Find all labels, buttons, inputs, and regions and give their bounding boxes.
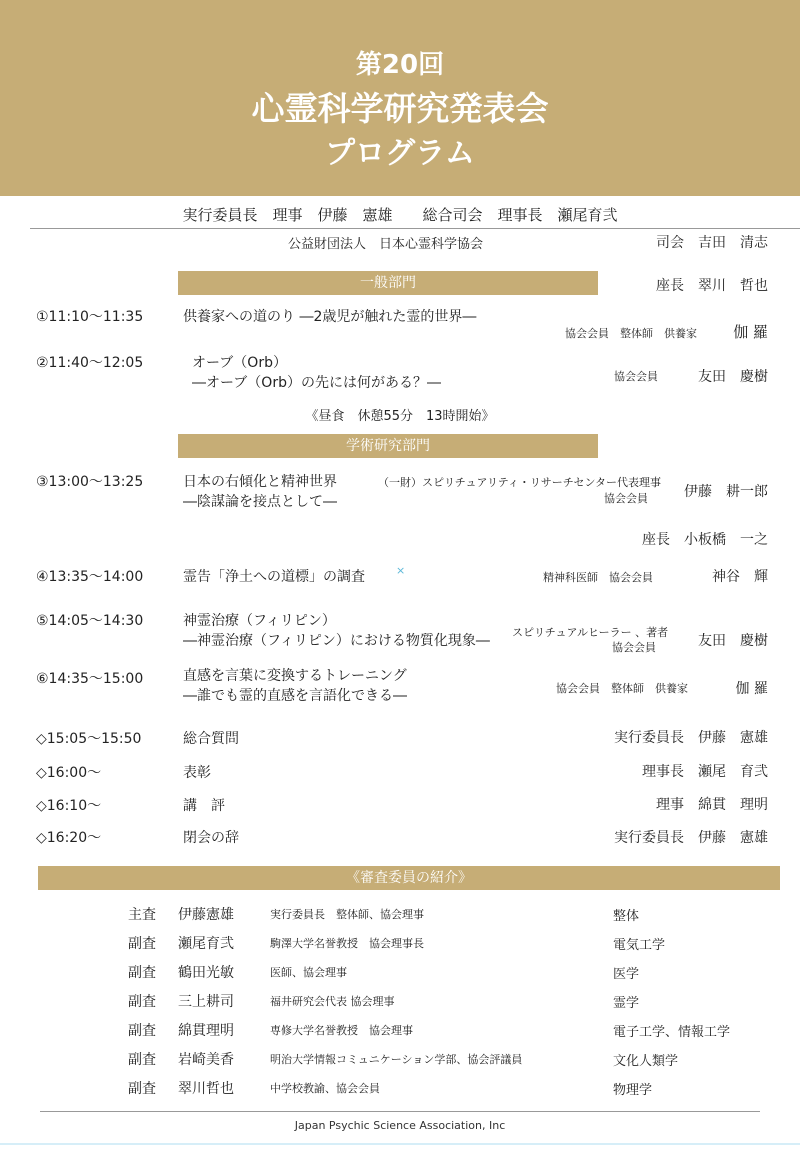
talk-title: 日本の右傾化と精神世界 — [183, 474, 337, 490]
talk-time: ④13:35〜14:00 — [36, 569, 144, 585]
talk-title: オーブ（Orb） — [192, 355, 287, 371]
closing-time: ◇15:05〜15:50 — [36, 731, 142, 747]
talk-title: 供養家への道のり ―2歳児が触れた霊的世界― — [183, 309, 477, 325]
talk-role: （一財）スピリチュアリティ・リサーチセンター代表理事 — [378, 476, 662, 489]
judge-name: 翠川哲也 — [178, 1081, 234, 1097]
judge-affiliation: 実行委員長 整体師、協会理事 — [270, 908, 424, 921]
lunch-break: 《昼食 休憩55分 13時開始》 — [305, 409, 495, 424]
edition-label: 第20回 — [355, 50, 445, 80]
judges-band: 《審査委員の紹介》 — [38, 866, 780, 890]
organizer: 公益財団法人 日本心霊科学協会 — [288, 237, 484, 252]
talk-role: スピリチュアルヒーラー 、著者 — [512, 626, 669, 639]
closing-time: ◇16:00〜 — [36, 765, 102, 781]
judge-name: 伊藤憲雄 — [178, 907, 234, 923]
closing-speaker: 実行委員長 伊藤 憲雄 — [614, 730, 768, 746]
judge-affiliation: 明治大学情報コミュニケーション学部、協会評議員 — [270, 1053, 523, 1066]
closing-speaker: 理事長 瀬尾 育弐 — [642, 764, 768, 780]
judge-field: 医学 — [613, 967, 640, 982]
mc-name: 司会 吉田 清志 — [656, 235, 768, 251]
talk-speaker: 友田 慶樹 — [698, 369, 768, 385]
judge-affiliation: 中学校教諭、協会会員 — [270, 1082, 380, 1095]
judge-affiliation: 駒澤大学名誉教授 協会理事長 — [270, 937, 424, 950]
talk-subtitle: ―オーブ（Orb）の先には何がある？― — [192, 375, 441, 391]
judge-affiliation: 医師、協会理事 — [270, 966, 347, 979]
talk-time: ⑤14:05〜14:30 — [36, 613, 144, 629]
talk-subtitle: ―陰謀論を接点として― — [183, 494, 337, 510]
talk-role: 精神科医師 協会会員 — [543, 571, 653, 584]
judge-name: 瀬尾育弐 — [178, 936, 234, 952]
talk-role: 協会会員 整体師 供養家 — [556, 682, 688, 695]
closing-speaker: 実行委員長 伊藤 憲雄 — [614, 830, 768, 846]
talk-role-2: 協会会員 — [612, 641, 656, 654]
talk-speaker: 伽 羅 — [733, 323, 768, 341]
page-title: 心霊科学研究発表会 — [251, 89, 549, 128]
judge-role: 副査 — [128, 1052, 156, 1068]
judge-role: 副査 — [128, 994, 156, 1010]
closing-title: 表彰 — [183, 765, 211, 781]
closing-speaker: 理事 綿貫 理明 — [656, 797, 768, 813]
footer-accent-line — [0, 1143, 800, 1145]
judge-affiliation: 福井研究会代表 協会理事 — [270, 995, 395, 1008]
judge-role: 主査 — [128, 907, 156, 923]
talk-role: 協会会員 整体師 供養家 — [565, 327, 697, 340]
talk-speaker: 友田 慶樹 — [698, 633, 768, 649]
judge-role: 副査 — [128, 1081, 156, 1097]
talk-time: ③13:00〜13:25 — [36, 474, 144, 490]
judge-name: 鶴田光敏 — [178, 965, 234, 981]
talk-title: 直感を言葉に変換するトレーニング — [183, 668, 407, 684]
talk-speaker: 神谷 輝 — [712, 569, 768, 585]
judge-field: 文化人類学 — [613, 1054, 679, 1069]
talk-title: 神霊治療（フィリピン） — [183, 613, 336, 629]
closing-time: ◇16:10〜 — [36, 798, 102, 814]
judge-name: 三上耕司 — [178, 994, 234, 1010]
footer-divider — [40, 1111, 760, 1112]
chair-academic: 座長 小板橋 一之 — [642, 532, 768, 548]
section-band-academic: 学術研究部門 — [178, 434, 598, 458]
talk-speaker: 伊藤 耕一郎 — [684, 484, 768, 500]
header-banner — [0, 0, 800, 196]
judge-role: 副査 — [128, 1023, 156, 1039]
closing-title: 講 評 — [183, 798, 225, 814]
judge-name: 綿貫理明 — [178, 1023, 234, 1039]
talk-role-2: 協会会員 — [604, 492, 648, 505]
closing-title: 総合質問 — [183, 731, 239, 747]
talk-time: ⑥14:35〜15:00 — [36, 671, 144, 687]
section-band-general: 一般部門 — [178, 271, 598, 295]
judge-name: 岩崎美香 — [178, 1052, 234, 1068]
judge-field: 電子工学、情報工学 — [613, 1025, 731, 1040]
talk-role: 協会会員 — [614, 370, 658, 383]
judge-field: 電気工学 — [613, 938, 666, 953]
judge-field: 物理学 — [613, 1083, 653, 1098]
judge-role: 副査 — [128, 936, 156, 952]
committee-line: 実行委員長 理事 伊藤 憲雄 総合司会 理事長 瀬尾育弐 — [182, 206, 618, 224]
judge-field: 整体 — [613, 909, 640, 924]
closing-time: ◇16:20〜 — [36, 830, 102, 846]
talk-subtitle: ―誰でも霊的直感を言語化できる― — [183, 688, 407, 704]
judge-affiliation: 専修大学名誉教授 協会理事 — [270, 1024, 413, 1037]
footer-org: Japan Psychic Science Association, Inc — [294, 1119, 506, 1132]
divider — [30, 228, 800, 229]
judge-field: 霊学 — [613, 996, 640, 1011]
talk-time: ②11:40〜12:05 — [36, 355, 144, 371]
closing-title: 閉会の辞 — [183, 830, 239, 846]
talk-time: ①11:10〜11:35 — [36, 309, 144, 325]
stray-mark: × — [396, 564, 406, 577]
talk-subtitle: ―神霊治療（フィリピン）における物質化現象― — [183, 633, 490, 649]
page-subtitle: プログラム — [325, 136, 475, 171]
talk-speaker: 伽 羅 — [735, 681, 768, 697]
chair-general: 座長 翠川 哲也 — [656, 278, 768, 294]
judge-role: 副査 — [128, 965, 156, 981]
talk-title: 霊告「浄土への道標」の調査 — [183, 569, 365, 585]
